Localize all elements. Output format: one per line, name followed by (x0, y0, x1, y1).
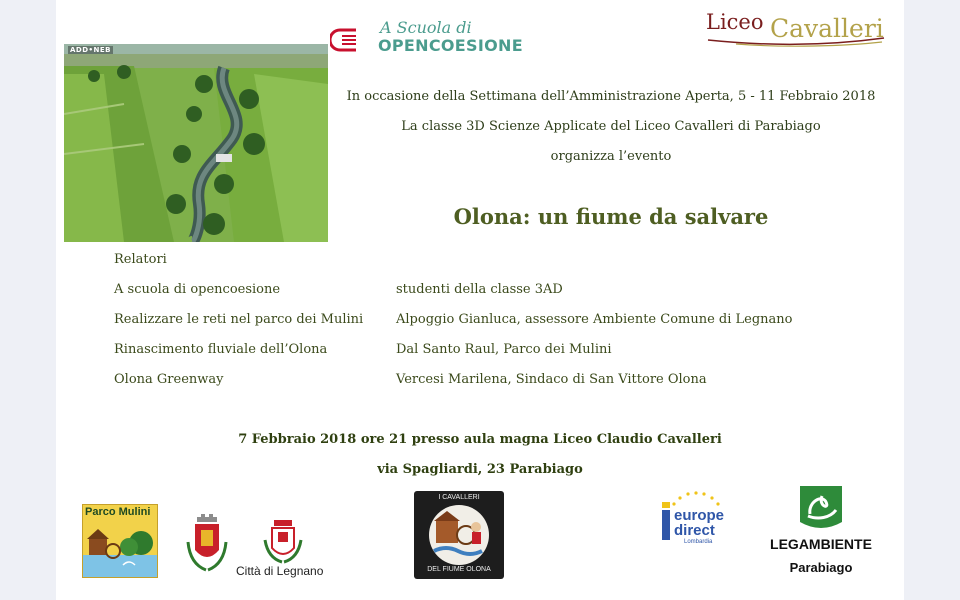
aerial-river-photo (64, 44, 328, 242)
badge-bottom-text: DEL FIUME OLONA (427, 566, 491, 573)
speaker-topic: A scuola di opencoesione (114, 282, 281, 297)
header-line-1: In occasione della Settimana dell’Amministrazione Aperta, 5 - 11 Febbraio 2018 (346, 89, 876, 104)
badge-top-text: I CAVALLERI (438, 494, 480, 501)
speaker-name: Dal Santo Raul, Parco dei Mulini (396, 342, 612, 357)
event-date-location: 7 Febbraio 2018 ore 21 presso aula magna Liceo Claudio Cavalleri (238, 432, 722, 447)
citta-di-legnano-label: Città di Legnano (236, 564, 324, 578)
liceo-word: Liceo (706, 10, 764, 34)
event-address: via Spagliardi, 23 Parabiago (377, 462, 583, 477)
opencoesione-mark-icon (330, 28, 358, 52)
legambiente-name: LEGAMBIENTE (770, 536, 872, 552)
photo-watermark: ADD•NEB (70, 46, 111, 54)
opencoesione-line1: A Scuola di (380, 18, 472, 37)
cavalleri-word: Cavalleri (770, 14, 884, 43)
direct-word: direct (674, 522, 715, 539)
speaker-name: Alpoggio Gianluca, assessore Ambiente Comune di Legnano (396, 312, 793, 327)
speakers-heading: Relatori (114, 252, 167, 267)
info-dot-icon (662, 502, 670, 508)
legambiente-location: Parabiago (789, 560, 853, 575)
mill-scene-icon (83, 505, 157, 577)
speaker-name: studenti della classe 3AD (396, 282, 563, 297)
legambiente-logo (760, 484, 882, 584)
legambiente-swan-icon (760, 484, 882, 534)
legnano-coat-of-arms-icon (260, 518, 306, 566)
header-line-2: La classe 3D Scienze Applicate del Liceo Cavalleri di Parabiago (401, 119, 821, 134)
opencoesione-logo (328, 18, 523, 58)
opencoesione-line2: OPENCOESIONE (378, 36, 523, 55)
speaker-name: Vercesi Marilena, Sindaco di San Vittore Olona (396, 372, 707, 387)
parco-mulini-label: Parco Mulini (85, 506, 151, 518)
flyer-page (56, 0, 904, 600)
europe-word: europe (674, 507, 725, 524)
event-title: Olona: un fiume da salvare (453, 204, 769, 229)
speaker-topic: Rinascimento fluviale dell’Olona (114, 342, 328, 357)
parco-mulini-logo (82, 504, 158, 578)
parabiago-coat-of-arms-icon (184, 512, 230, 576)
speaker-topic: Olona Greenway (114, 372, 224, 387)
cavalleri-fiume-olona-badge (414, 491, 504, 579)
swoosh-icon (706, 34, 886, 48)
europe-direct-logo (656, 490, 746, 560)
header-line-3: organizza l’evento (550, 149, 672, 164)
lombardia-word: Lombardia (684, 539, 713, 545)
liceo-cavalleri-logo (706, 8, 896, 52)
info-bar-icon (662, 510, 670, 540)
speaker-topic: Realizzare le reti nel parco dei Mulini (114, 312, 364, 327)
